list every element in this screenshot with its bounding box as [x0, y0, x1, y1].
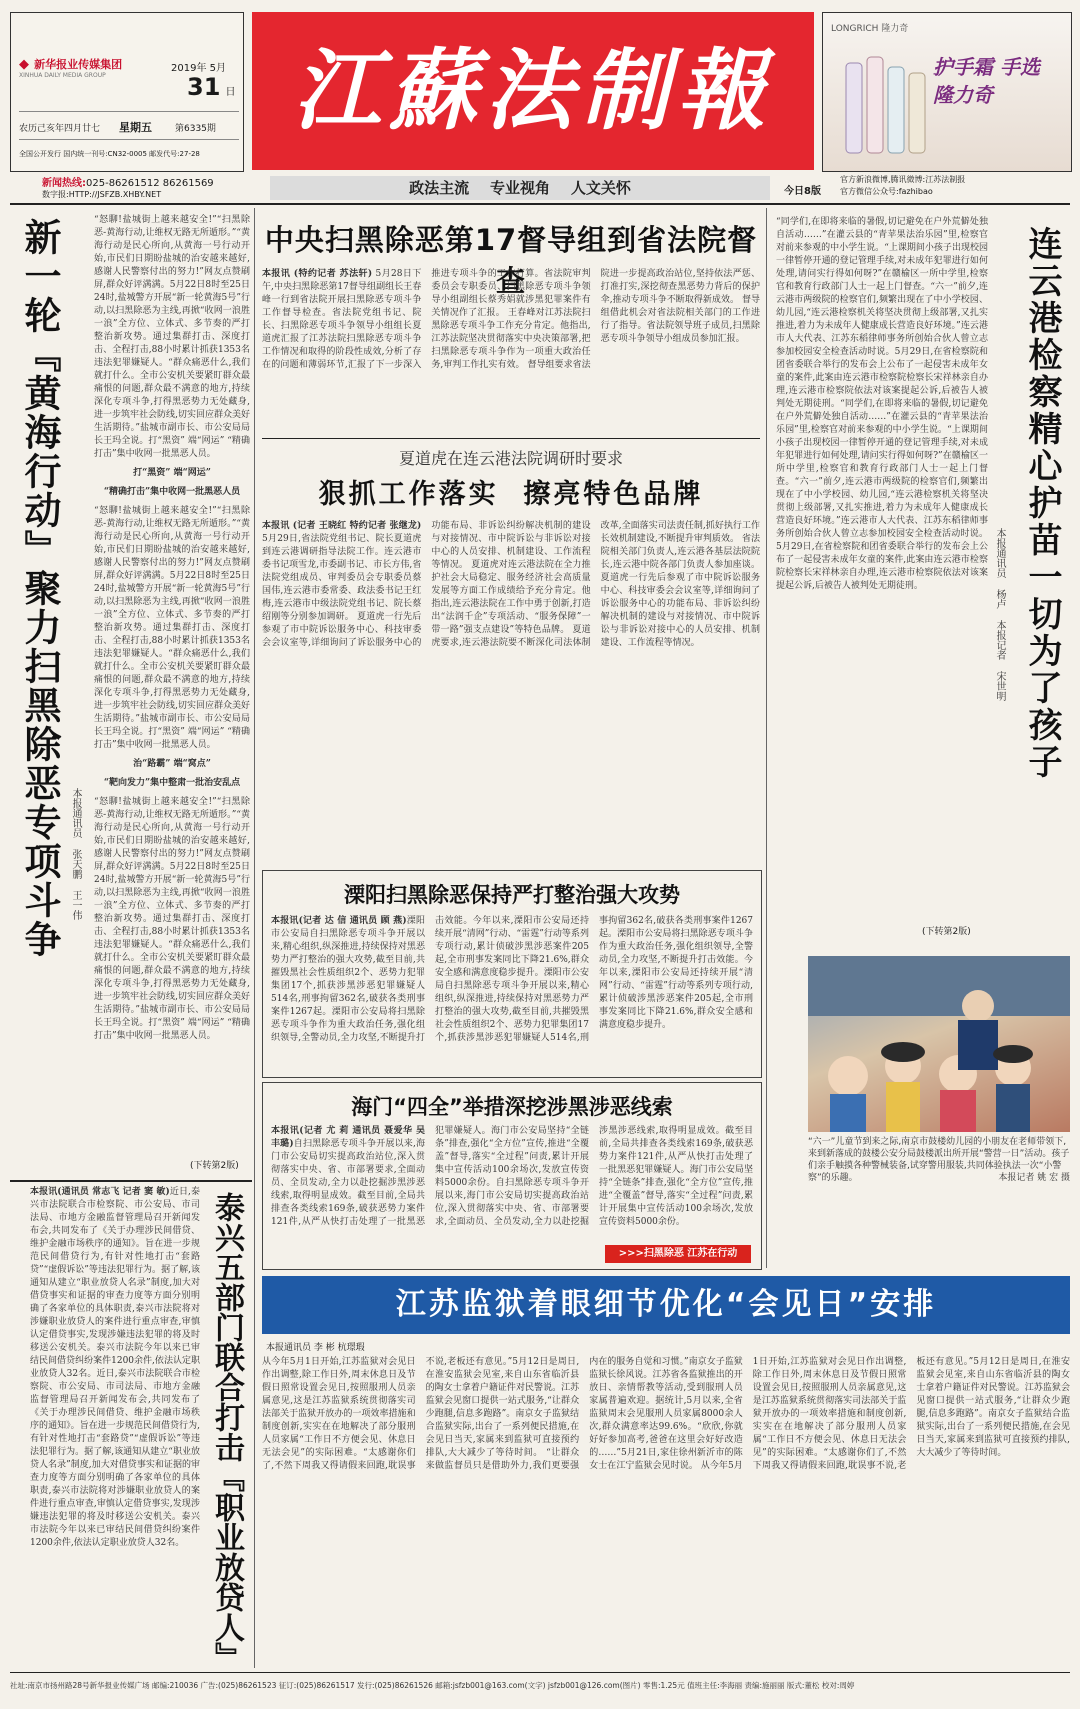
date-day: 31 日	[187, 73, 236, 101]
left-column-article	[10, 208, 252, 1178]
left-subhead-1: 打“黑资” 端“网运”	[133, 468, 211, 478]
lunar-date: 农历己亥年四月廿七	[19, 124, 101, 134]
left-subhead-4: “靶向发力”集中整肃一批治安乱点	[103, 778, 241, 788]
bottom-headline-band	[262, 1276, 1070, 1334]
liyang-article	[262, 870, 762, 1078]
lead-body: 本报讯 (特约记者 苏法轩) 5月28日下午,中央扫黑除恶第17督导组副组长王春峰一行到省法院开展扫黑除恶专项斗争工作督导检查。省法院党组书记、院长、扫黑除恶专项斗争领导小组组长夏道虎汇报了江苏法院扫黑除恶专项斗争工作情况和取得的阶段性成效,分析了存在的问题和薄弱环节,汇报了下一步深入推进专项斗争的工作打算。省法院审判委员会专职委员、扫黑除恶专项斗争领导小组副组长蔡秀娟就涉黑犯罪案件有关情况作了汇报。 王春峰对江苏法院扫黑除恶专项斗争工作充分肯定。他指出,江苏法院坚决贯彻落实中央决策部署,把扫黑除恶专项斗争作为一项重大政治任务,审判工作扎实有效。 督导组要求省法院进一步提高政治站位,坚持依法严惩、打准打实,深挖彻查黑恶势力背后的保护伞,推动专项斗争不断取得新成效。 督导组借此机会对省法院相关部门的工作进行了指导。省法院领导班子成员,扫黑除恶专项斗争领导小组成员参加汇报。	[262, 269, 760, 370]
haimen-body: 本报讯(记者 尤 莉 通讯员 聂爱华 吴丰璐)自扫黑除恶专项斗争开展以来,海门市公安局切实提高政治站位,深入贯彻落实中央、省、市部署要求,全面动员、全员发动,全力以赴挖掘涉黑涉恶线索,取得明显成效。截至目前,全局共排查各类线索169条,破获恶势力案件121件,从严从快打击处理了一批黑恶犯罪嫌疑人。海门市公安局坚持“全链条”排查,强化“全方位”宣传,推进“全覆盖”督导,落实“全过程”问责,累计开展集中宣传活动100余场次,发放宣传资料5000余份。自扫黑除恶专项斗争开展以来,海门市公安局切实提高政治站位,深入贯彻落实中央、省、市部署要求,全面动员、全员发动,全力以赴挖掘涉黑涉恶线索,取得明显成效。截至目前,全局共排查各类线索169条,破获恶势力案件121件,从严从快打击处理了一批黑恶犯罪嫌疑人。海门市公安局坚持“全链条”排查,强化“全方位”宣传,推进“全覆盖”督导,落实“全过程”问责,累计开展集中宣传活动100余场次,发放宣传资料5000余份。	[271, 1126, 753, 1227]
ad-brand: LONGRICH 隆力奇	[831, 24, 909, 34]
title-plate	[252, 12, 814, 170]
right-column-article	[772, 208, 1070, 948]
right-column-byline: 本报通讯员 杨卢 本报记者 宋世明	[994, 528, 1005, 701]
bottom-body: 从今年5月1日开始,江苏监狱对会见日作出调整,除工作日外,周末休息日及节假日照常设置会见日,按照服刑人员亲属意见,这是江苏监狱系统贯彻落实司法部关于监狱开放办的一项效率措施和制度创新,实实在在地解决了部分服刑人员家属“工作日不方便会见、休息日无法会见”的实际困难。“太感谢你们了,不然下周我又得请假来回跑,耽误事不说,老板还有意见。”5月12日是周日,在淮安监狱会见室,来自山东省临沂县的陶女士拿着户籍证件对民警说。江苏监狱会见窗口提供一站式服务,“让群众少跑腿,信息多跑路”。南京女子监狱结合监狱实际,出台了一系列便民措施,在会见日当天,家属来到监狱可直接预约排队,大大减少了等待时间。 “让群众来做监督员只是借助外力,我们更要强内在的服务自觉和习惯。”南京女子监狱监狱长徐风说。江苏省各监狱推出的开放日、亲情帮教等活动,受到服刑人员家属普遍欢迎。据统计,5月以来,全省监狱周末会见服刑人员家属8000余人次,群众满意率达99.6%。“欣欣,你就好好参加高考,爸爸在这里会好好改造的……”5月21日,家住徐州新沂市的陈女士在江宁监狱会见时说。 从今年5月1日开始,江苏监狱对会见日作出调整,除工作日外,周末休息日及节假日照常设置会见日,按照服刑人员亲属意见,这是江苏监狱系统贯彻落实司法部关于监狱开放办的一项效率措施和制度创新,实实在在地解决了部分服刑人员家属“工作日不方便会见、休息日无法会见”的实际困难。“太感谢你们了,不然下周我又得请假来回跑,耽误事不说,老板还有意见。”5月12日是周日,在淮安监狱会见室,来自山东省临沂县的陶女士拿着户籍证件对民警说。江苏监狱会见窗口提供一站式服务,“让群众少跑腿,信息多跑路”。南京女子监狱结合监狱实际,出台了一系列便民措施,在会见日当天,家属来到监狱可直接预约排队,大大减少了等待时间。	[262, 1357, 1070, 1471]
second-body: 本报讯 (记者 王晓红 特约记者 张继龙) 5月29日,省法院党组书记、院长夏道虎到连云港调研指导法院工作。连云港市委书记项雪龙,市委副书记、市长方伟,省法院党组成员、审判委员会专职委员蔡国伟,连云港市委常委、政法委书记王红梅,连云港市中级法院党组书记、院长蔡绍刚等分别参加调研。 夏道虎一行先后参观了市中院诉讼服务中心、科技审委会会议室等,详细询问了诉讼服务中心的功能布局、非诉讼纠纷解决机制的建设与对接情况、市中院诉讼与非诉讼对接中心的人员安排、机制建设、工作流程等情况。 夏道虎对连云港法院在全力推护社会大局稳定、服务经济社会高质量发展等方面工作成绩给予充分肯定。他指出,连云港法院在工作中勇于创新,打造出“法润千企”专项活动、“服务保障”一带一路”强支点建设”等特色品牌。 夏道虎要求,连云港法院要不断深化司法体制改革,全面落实司法责任制,抓好执行工作长效机制建设,不断提升审判质效。 省法院相关部门负责人,连云港各基层法院院长,连云港中院各部门负责人参加座谈。 夏道虎一行先后参观了市中院诉讼服务中心、科技审委会会议室等,详细询问了诉讼服务中心的功能布局、非诉讼纠纷解决机制的建设与对接情况、市中院诉讼与非诉讼对接中心的人员安排、机制建设、工作流程等情况。	[262, 521, 760, 648]
haimen-headline: 海门“四全”举措深挖涉黑涉恶线索	[351, 1095, 673, 1119]
second-kicker: 夏道虎在连云港法院调研时要求	[398, 449, 623, 468]
photo-caption: “六一”儿童节到来之际,南京市鼓楼幼儿园的小朋友在老师带领下,来到新落成的鼓楼公安分局鼓楼派出所开展“警营一日”活动。孩子们亲手触摸各种警械装备,试穿警用服装,共同体验执法一次“小警察”的乐趣。 本报记者 姚 宏 摄	[808, 1137, 1070, 1183]
page-count: 今日8版	[784, 186, 821, 197]
group-logo: ◆ 新华报业传媒集团 XINHUA DAILY MEDIA GROUP	[19, 57, 123, 79]
digital-url[interactable]: HTTP://JSFZB.XHBY.NET	[68, 190, 162, 199]
left-column-byline: 本报通讯员 张天鹏 王一伟	[70, 788, 81, 920]
left-column-continued[interactable]: (下转第2版)	[190, 1161, 239, 1171]
left-subhead-3: 治“路霸” 端“窝点”	[133, 759, 211, 769]
footer-info: 社址:南京市扬州路28号新华报业传媒广场 邮编:210036 广告:(025)86261523 征订:(025)86261517 发行:(025)86261526 邮箱:jsfzb001@163.com(文字) jsfzb001@126.com(图片) 零售:1.25元 值班主任:李海丽 责编:施丽丽 版式:董松 校对:周婷	[10, 1681, 855, 1690]
liyang-body: 本报讯(记者 达 信 通讯员 顾 燕)溧阳市公安局自扫黑除恶专项斗争开展以来,精心组织,纵深推进,持续保持对黑恶势力严打整治的强大攻势,截至目前,共摧毁黑社会性质组织2个、恶势力犯罪集团17个,抓获涉黑涉恶犯罪嫌疑人514名,刑事拘留362名,破获各类刑事案件1267起。溧阳市公安局将扫黑除恶专项斗争作为重大政治任务,强化组织领导,全警动员,全力攻坚,不断提升打击效能。今年以来,溧阳市公安局还持续开展“清网”行动、“雷霆”行动等系列专项行动,累计侦破涉黑涉恶案件205起,全市刑事发案同比下降21.6%,群众安全感和满意度稳步提升。溧阳市公安局自扫黑除恶专项斗争开展以来,精心组织,纵深推进,持续保持对黑恶势力严打整治的强大攻势,截至目前,共摧毁黑社会性质组织2个、恶势力犯罪集团17个,抓获涉黑涉恶犯罪嫌疑人514名,刑事拘留362名,破获各类刑事案件1267起。溧阳市公安局将扫黑除恶专项斗争作为重大政治任务,强化组织领导,全警动员,全力攻坚,不断提升打击效能。今年以来,溧阳市公安局还持续开展“清网”行动、“雷霆”行动等系列专项行动,累计侦破涉黑涉恶案件205起,全市刑事发案同比下降21.6%,群众安全感和满意度稳步提升。	[271, 916, 753, 1043]
lead-headline: 中央扫黑除恶第17督导组到省法院督查	[264, 223, 758, 298]
masthead-info-box	[10, 12, 244, 172]
issue-number: 第6335期	[175, 124, 216, 134]
second-headline: 狠抓工作落实 擦亮特色品牌	[318, 479, 704, 510]
lotion-tubes-icon	[841, 53, 941, 163]
lead-article	[262, 208, 760, 436]
photo-credit: 本报记者 姚 宏 摄	[998, 1173, 1070, 1183]
social-accounts: 官方新浪微博,腾讯微博:江苏法制报 官方微信公众号:fazhibao	[840, 175, 966, 196]
photo-children-icon	[808, 956, 1070, 1132]
taixing-body: 本报讯(通讯员 常志飞 记者 窦 敏)近日,泰兴市法院联合市检察院、市公安局、市司法局、市地方金融监督管理局召开新闻发布会,共同发布了《关于办理涉民间借贷、维护金融市场秩序的通知》。旨在进一步规范民间借贷行为,有针对性地打击“套路贷”“虚假诉讼”等违法犯罪行为。据了解,该通知从建立“职业放贷人名录”制度,加大对借贷事实和证据的审查力度等方面分别明确了各家单位的具体职责,泰兴市法院将对涉嫌职业放贷人的案件进行重点审查,审慎认定借贷事实,发现涉嫌违法犯罪的将及时移送公安机关。泰兴市法院今年以来已审结民间借贷纠纷案件1200余件,依法认定职业放贷人32名。近日,泰兴市法院联合市检察院、市公安局、市司法局、市地方金融监督管理局召开新闻发布会,共同发布了《关于办理涉民间借贷、维护金融市场秩序的通知》。旨在进一步规范民间借贷行为,有针对性地打击“套路贷”“虚假诉讼”等违法犯罪行为。据了解,该通知从建立“职业放贷人名录”制度,加大对借贷事实和证据的审查力度等方面分别明确了各家单位的具体职责,泰兴市法院将对涉嫌职业放贷人的案件进行重点审查,审慎认定借贷事实,发现涉嫌违法犯罪的将及时移送公安机关。泰兴市法院今年以来已审结民间借贷纠纷案件1200余件,依法认定职业放贷人32名。	[30, 1187, 200, 1548]
bottom-byline: 本报通讯员 李 彬 杭璟瑕	[266, 1343, 365, 1353]
right-column-continued[interactable]: (下转第2版)	[922, 927, 971, 937]
motto-band: 政法主流 专业视角 人文关怀	[270, 176, 770, 200]
longrich-ad	[822, 12, 1072, 172]
bottom-headline: 江苏监狱着眼细节优化“会见日”安排	[395, 1287, 937, 1322]
date-year-month: 2019年 5月	[171, 63, 226, 74]
bottom-article	[262, 1276, 1070, 1666]
haimen-article	[262, 1082, 762, 1270]
liyang-headline: 溧阳扫黑除恶保持严打整治强大攻势	[344, 883, 680, 907]
taixing-headline: 泰兴五部门联合打击『职业放贷人』	[209, 1192, 244, 1672]
publish-code: 全国公开发行 国内统一刊号:CN32-0005 邮发代号:27-28	[19, 150, 200, 158]
taixing-article	[10, 1186, 252, 1672]
second-article	[262, 442, 760, 862]
haimen-tag[interactable]: >>>扫黑除恶 江苏在行动	[605, 1245, 751, 1263]
ad-slogan: 护手霜 手选 隆力奇	[933, 55, 1040, 107]
newspaper-title: 江蘇法制報	[292, 38, 773, 142]
masthead	[0, 0, 1080, 200]
left-column-body: “怒聊!盐城街上越来越安全!”“扫黑除恶-黄海行动,让维权无路无所遁形。”“黄海行动是民心所向,从黄海一号行动开始,市民们日期盼盐城的治安越来越好,感谢人民警察付出的努力!”网友点赞刷屏,群众好评满满。5月22日8时至25日24时,盐城警方开展“新一轮黄海5号”行动,以扫黑除恶为主线,再掀“收网一浪胜一浪”全方位、立体式、多节奏的严打整治新攻势。通过集群打击、深度打击、全程打击,88小时累计抓获1353名违法犯罪嫌疑人。“群众痛恶什么,我们就打什么。全市公安机关要紧盯群众最痛恨的问题,群众最不满意的地方,持续深化专项斗争,打得黑恶势力无处藏身,进一步筑牢社会防线,切实回应群众美好生活期待。”盐城市副市长、市公安局局长王玛全说。打“黑资” 端“网运” “精确打击”集中收网一批黑恶人员。 打“黑资” 端“网运” “精确打击”集中收网一批黑恶人员 “怒聊!盐城街上越来越安全!”“扫黑除恶-黄海行动,让维权无路无所遁形。”“黄海行动是民心所向,从黄海一号行动开始,市民们日期盼盐城的治安越来越好,感谢人民警察付出的努力!”网友点赞刷屏,群众好评满满。5月22日8时至25日24时,盐城警方开展“新一轮黄海5号”行动,以扫黑除恶为主线,再掀“收网一浪胜一浪”全方位、立体式、多节奏的严打整治新攻势。通过集群打击、深度打击、全程打击,88小时累计抓获1353名违法犯罪嫌疑人。“群众痛恶什么,我们就打什么。全市公安机关要紧盯群众最痛恨的问题,群众最不满意的地方,持续深化专项斗争,打得黑恶势力无处藏身,进一步筑牢社会防线,切实回应群众美好生活期待。”盐城市副市长、市公安局局长王玛全说。打“黑资” 端“网运” “精确打击”集中收网一批黑恶人员。 治“路霸” 端“窝点” “靶向发力”集中整肃一批治安乱点 “怒聊!盐城街上越来越安全!”“扫黑除恶-黄海行动,让维权无路无所遁形。”“黄海行动是民心所向,从黄海一号行动开始,市民们日期盼盐城的治安越来越好,感谢人民警察付出的努力!”网友点赞刷屏,群众好评满满。5月22日8时至25日24时,盐城警方开展“新一轮黄海5号”行动,以扫黑除恶为主线,再掀“收网一浪胜一浪”全方位、立体式、多节奏的严打整治新攻势。通过集群打击、深度打击、全程打击,88小时累计抓获1353名违法犯罪嫌疑人。“群众痛恶什么,我们就打什么。全市公安机关要紧盯群众最痛恨的问题,群众最不满意的地方,持续深化专项斗争,打得黑恶势力无处藏身,进一步筑牢社会防线,切实回应群众美好生活期待。”盐城市副市长、市公安局局长王玛全说。打“黑资” 端“网运” “精确打击”集中收网一批黑恶人员。	[94, 215, 250, 1041]
hotline-block: 新闻热线:025-86261512 86261569 数字报:HTTP://JSFZB.XHBY.NET	[42, 178, 214, 199]
right-column-headline: 连云港检察精心护苗一切为了孩子	[1022, 226, 1062, 781]
kids-police-photo	[808, 956, 1070, 1132]
right-column-body: “同学们,在即将来临的暑假,切记避免在户外荒僻处独自活动……”在灌云县的“青苹果法治乐园”里,检察官对前来参观的中小学生说。“上课期间小孩子出现校园一律暂停开通的登记管理手续,对未成年犯罪进行如何处理,请问实行得如何呀?”在赣榆区一所中学里,检察官和教育行政部门人士一起上门督查。“六一”前夕,连云港市两级院的检察官们,频繁出现在了中小学校园、幼儿园,“连云港检察机关将坚决贯彻上级部署,又扎实推进,着力为未成年人健康成长营造良好环境。”连云港市人大代表、江苏东稻律师事务所创始合伙人曾立志参加校园安全检查活动时说。5月29日,在省检察院和团省委联合举行的发布会上公布了一起侵害未成年女童的案件,此案由连云港市检察院检察长宋祥林亲自办理,连云港市检察院依法对该案提起公诉,后被告人被判处无期徒刑。“同学们,在即将来临的暑假,切记避免在户外荒僻处独自活动……”在灌云县的“青苹果法治乐园”里,检察官对前来参观的中小学生说。“上课期间小孩子出现校园一律暂停开通的登记管理手续,对未成年犯罪进行如何处理,请问实行得如何呀?”在赣榆区一所中学里,检察官和教育行政部门人士一起上门督查。“六一”前夕,连云港市两级院的检察官们,频繁出现在了中小学校园、幼儿园,“连云港检察机关将坚决贯彻上级部署,又扎实推进,着力为未成年人健康成长营造良好环境。”连云港市人大代表、江苏东稻律师事务所创始合伙人曾立志参加校园安全检查活动时说。5月29日,在省检察院和团省委联合举行的发布会上公布了一起侵害未成年女童的案件,此案由连云港市检察院检察长宋祥林亲自办理,连云港市检察院依法对该案提起公诉,后被告人被判处无期徒刑。	[776, 217, 988, 591]
xinhua-logo-icon: ◆	[19, 57, 29, 72]
weekday: 星期五	[119, 121, 152, 134]
left-subhead-2: “精确打击”集中收网一批黑恶人员	[103, 487, 241, 497]
left-column-headline: 新一轮『黄海行动』聚力扫黑除恶专项斗争	[18, 218, 61, 959]
